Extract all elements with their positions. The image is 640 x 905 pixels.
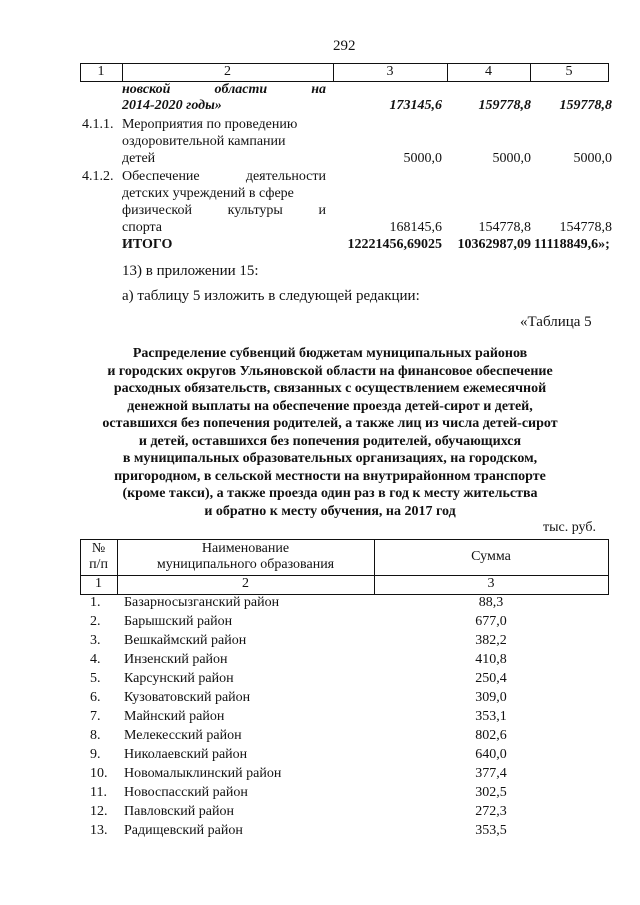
total-value-col5: 11118849,6»;: [534, 237, 610, 252]
row-number: 1.: [90, 595, 101, 610]
row-number: 4.: [90, 652, 101, 667]
total-label: ИТОГО: [122, 237, 173, 252]
row-value-col4: 154778,8: [478, 220, 531, 235]
top-header-col-3: 3: [386, 64, 394, 79]
row-district-name: Майнский район: [124, 709, 225, 724]
cont-name-line2: 2014-2020 годы»: [122, 98, 222, 113]
row-sum: 677,0: [475, 614, 507, 629]
row-number: 13.: [90, 823, 108, 838]
row-district-name: Павловский район: [124, 804, 234, 819]
paragraph-13: 13) в приложении 15:: [122, 263, 259, 279]
row-number: 2.: [90, 614, 101, 629]
units-label: тыс. руб.: [543, 520, 596, 535]
row-sum: 88,3: [478, 595, 504, 610]
row-number: 12.: [90, 804, 108, 819]
heading-line: денежной выплаты на обеспечение проезда детей-сирот и детей,: [127, 398, 533, 414]
heading-line: оставшихся без попечения родителей, а также лиц из числа детей-сирот: [102, 416, 558, 431]
row-number: 7.: [90, 709, 101, 724]
table-caption: «Таблица 5: [520, 314, 592, 330]
top-header-col-2: 2: [224, 64, 231, 79]
row-number: 10.: [90, 766, 108, 781]
header-name-line2: муниципального образования: [156, 557, 335, 572]
row-sum: 353,1: [475, 709, 507, 724]
top-header-col-1: 1: [97, 64, 105, 79]
row-value-col3: 5000,0: [403, 151, 442, 166]
top-header-col-4: 4: [485, 64, 492, 79]
row-number: 11.: [90, 785, 107, 800]
row-name-line2: оздоровительной кампании: [122, 134, 286, 149]
row-district-name: Новомалыклинский район: [124, 766, 282, 781]
row-value-col3: 168145,6: [389, 220, 442, 235]
row-number: 6.: [90, 690, 101, 705]
heading-line: пригородном, в сельской местности на внутрирайонном транспорте: [114, 468, 546, 484]
row-name-line2: детских учреждений в сфере: [122, 186, 294, 201]
row-district-name: Мелекесский район: [124, 728, 242, 743]
row-sum: 309,0: [475, 690, 507, 705]
paragraph-a: а) таблицу 5 изложить в следующей редакции:: [122, 288, 420, 304]
row-sum: 302,5: [475, 785, 507, 800]
row-sum: 353,5: [475, 823, 507, 838]
row-district-name: Базарносызганский район: [124, 595, 280, 610]
row-sum: 272,3: [475, 804, 507, 819]
page-number: 292: [333, 38, 356, 54]
table-heading: [70, 345, 590, 520]
heading-line: и городских округов Ульяновской области на финансовое обеспечение: [107, 363, 553, 379]
row-district-name: Карсунский район: [124, 671, 234, 686]
row-num: 4.1.1.: [82, 117, 114, 132]
row-district-name: Кузоватовский район: [124, 690, 251, 705]
row-value-col4: 5000,0: [492, 151, 531, 166]
total-value-col4: 10362987,09: [457, 237, 531, 252]
row-sum: 250,4: [475, 671, 507, 686]
row-value-col5: 5000,0: [573, 151, 612, 166]
row-district-name: Николаевский район: [124, 747, 248, 762]
row-number: 3.: [90, 633, 101, 648]
row-number: 9.: [90, 747, 101, 762]
row-district-name: Барышский район: [124, 614, 233, 629]
header-name-line1: Наименование: [201, 541, 290, 556]
row-district-name: Инзенский район: [124, 652, 228, 667]
index-col-3: 3: [487, 576, 495, 591]
row-district-name: Вешкаймский район: [124, 633, 247, 648]
top-header-col-5: 5: [565, 64, 573, 79]
row-sum: 377,4: [475, 766, 507, 781]
row-sum: 802,6: [475, 728, 507, 743]
row-number: 5.: [90, 671, 101, 686]
row-sum: 640,0: [475, 747, 507, 762]
row-name-line3: физической культуры и: [122, 203, 326, 218]
cont-name-line1: новской области на: [122, 82, 326, 97]
heading-line: (кроме такси), а также проезда один раз в год к месту жительства: [122, 486, 538, 501]
row-district-name: Радищевский район: [124, 823, 243, 838]
row-name-line3: детей: [122, 151, 156, 166]
heading-line: в муниципальных образовательных организациях, на городском,: [122, 451, 538, 466]
index-col-1: 1: [95, 576, 102, 591]
cont-value-col3: 173145,6: [389, 98, 442, 113]
row-sum: 382,2: [475, 633, 507, 648]
header-num-line2: п/п: [89, 557, 108, 572]
row-value-col5: 154778,8: [559, 220, 612, 235]
header-sum: Сумма: [471, 549, 511, 564]
row-name-line1: Мероприятия по проведению: [122, 117, 298, 132]
total-value-col3: 12221456,69025: [347, 237, 442, 252]
heading-line: и детей, оставшихся без попечения родителей, обучающихся: [138, 433, 522, 449]
row-num: 4.1.2.: [82, 169, 114, 184]
cont-value-col4: 159778,8: [478, 98, 531, 113]
cont-value-col5: 159778,8: [559, 98, 612, 113]
heading-line: и обратно к месту обучения, на 2017 год: [204, 503, 456, 519]
row-district-name: Новоспасский район: [124, 785, 248, 800]
row-number: 8.: [90, 728, 101, 743]
heading-line: расходных обязательств, связанных с осуществлением ежемесячной: [113, 381, 547, 396]
row-name-line1: Обеспечение деятельности: [122, 169, 326, 184]
index-col-2: 2: [242, 576, 249, 591]
header-num-line1: №: [91, 541, 106, 556]
row-sum: 410,8: [475, 652, 507, 667]
row-name-line4: спорта: [122, 220, 163, 235]
heading-line: Распределение субвенций бюджетам муниципальных районов: [132, 346, 528, 361]
